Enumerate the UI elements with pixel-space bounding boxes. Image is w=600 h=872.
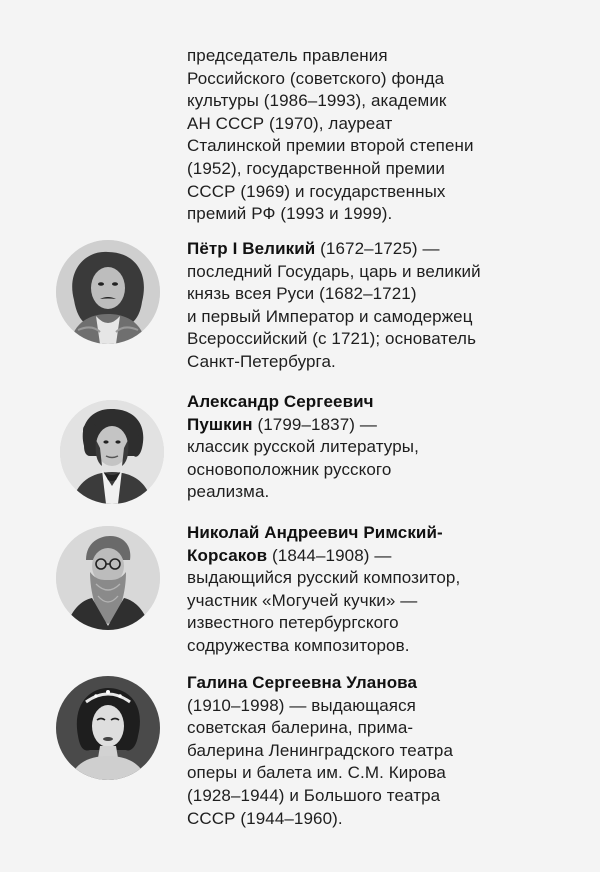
intro-line: СССР (1969) и государственных [187,181,446,201]
rimsky-korsakov-portrait [56,526,160,630]
bio-line [187,672,567,695]
bio-line: участник «Могучей кучки» — [187,590,418,610]
bio-line: основоположник русского [187,459,392,479]
pushkin-bio [187,391,567,504]
intro-text [187,45,567,226]
bio-line: известного петербургского [187,613,399,633]
bio-line: выдающийся русский композитор, [187,568,461,588]
intro-line: Российского (советского) фонда [187,68,445,88]
bio-line: Всероссийский (с 1721); основатель [187,329,477,349]
bio-line: Санкт-Петербурга. [187,351,336,371]
person-name: Галина Сергеевна Уланова [187,673,418,692]
person-name: Александр Сергеевич [187,392,374,411]
person-name: Николай Андреевич Римский- [187,523,443,542]
peter-the-great-bio [187,238,567,374]
intro-line: премий РФ (1993 и 1999). [187,204,393,224]
person-name: Пётр I Великий [187,239,316,258]
bio-line: Пушкин (1799–1837) — [187,414,377,434]
person-name: Корсаков [187,545,268,565]
bio-line: Корсаков (1844–1908) — [187,545,392,565]
bio-line: балерина Ленинградского театра [187,740,454,760]
intro-line: председатель правления [187,46,388,65]
intro-line: культуры (1986–1993), академик [187,91,447,111]
bio-line: классик русской литературы, [187,437,419,457]
bio-line: (1928–1944) и Большого театра [187,785,441,805]
bio-line [187,522,567,545]
bio-line: СССР (1944–1960). [187,808,343,828]
intro-line: Сталинской премии второй степени [187,136,474,156]
pushkin-portrait [60,400,164,504]
bio-line: Пётр I Великий (1672–1725) — [187,239,440,258]
person-name: Пушкин [187,414,253,434]
intro-line: АН СССР (1970), лауреат [187,113,393,133]
bio-line: (1910–1998) — выдающаяся [187,695,416,715]
bio-line: советская балерина, прима- [187,718,414,738]
bio-line: и первый Император и самодержец [187,306,473,326]
ulanova-bio [187,672,567,830]
bio-line: оперы и балета им. С.М. Кирова [187,763,446,783]
bio-line: князь всея Руси (1682–1721) [187,284,417,304]
peter-the-great-portrait [56,240,160,344]
bio-line: содружества композиторов. [187,635,410,655]
ulanova-portrait [56,676,160,780]
bio-line [187,391,567,414]
bio-line: реализма. [187,482,270,502]
bio-line: последний Государь, царь и великий [187,261,481,281]
intro-line: (1952), государственной премии [187,158,445,178]
rimsky-korsakov-bio [187,522,567,658]
